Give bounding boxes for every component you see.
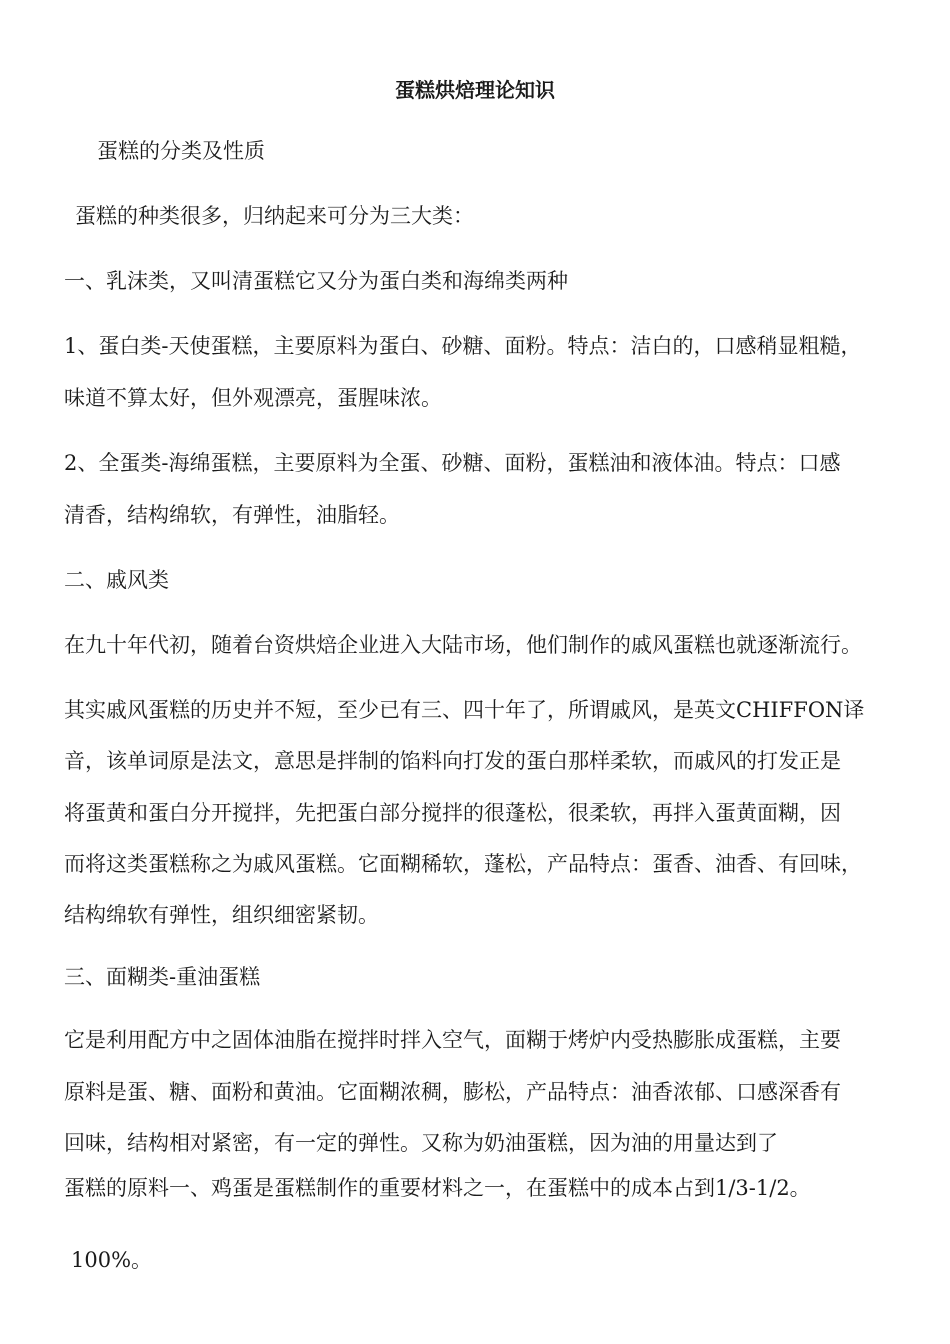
text-line: 2、全蛋类-海绵蛋糕，主要原料为全蛋、砂糖、面粉，蛋糕油和液体油。特点：口感 [64,451,841,475]
text-line: 味道不算太好，但外观漂亮，蛋腥味浓。 [64,386,442,410]
section-subtitle: 蛋糕的分类及性质 [97,139,265,163]
text-line: 回味，结构相对紧密，有一定的弹性。又称为奶油蛋糕，因为油的用量达到了 [64,1131,778,1155]
intro-paragraph: 蛋糕的种类很多，归纳起来可分为三大类： [75,204,474,228]
text-line: 清香，结构绵软，有弹性，油脂轻。 [64,503,400,527]
section-heading: 三、面糊类-重油蛋糕 [64,965,261,989]
text-line: 在九十年代初，随着台资烘焙企业进入大陆市场，他们制作的戚风蛋糕也就逐渐流行。 [64,633,862,657]
text-line: 其实戚风蛋糕的历史并不短，至少已有三、四十年了，所谓戚风，是英文CHIFFON译 [64,698,865,722]
text-line: 原料是蛋、糖、面粉和黄油。它面糊浓稠，膨松，产品特点：油香浓郁、口感深香有 [64,1080,841,1104]
text-line: 1、蛋白类-天使蛋糕，主要原料为蛋白、砂糖、面粉。特点：洁白的，口感稍显粗糙， [64,334,862,358]
text-line: 100%。 [71,1248,153,1272]
text-line: 而将这类蛋糕称之为戚风蛋糕。它面糊稀软，蓬松，产品特点：蛋香、油香、有回味， [64,852,862,876]
text-line: 它是利用配方中之固体油脂在搅拌时拌入空气，面糊于烤炉内受热膨胀成蛋糕，主要 [64,1028,841,1052]
text-line: 将蛋黄和蛋白分开搅拌，先把蛋白部分搅拌的很蓬松，很柔软，再拌入蛋黄面糊，因 [64,801,841,825]
text-line: 音，该单词原是法文，意思是拌制的馅料向打发的蛋白那样柔软，而戚风的打发正是 [64,749,841,773]
text-line: 结构绵软有弹性，组织细密紧韧。 [64,903,379,927]
text-line: 蛋糕的原料一、鸡蛋是蛋糕制作的重要材料之一，在蛋糕中的成本占到1/3-1/2。 [64,1176,811,1200]
section-heading: 二、戚风类 [64,568,169,592]
document-title: 蛋糕烘焙理论知识 [395,78,555,102]
text-line: 一、乳沫类，又叫清蛋糕它又分为蛋白类和海绵类两种 [64,269,568,293]
